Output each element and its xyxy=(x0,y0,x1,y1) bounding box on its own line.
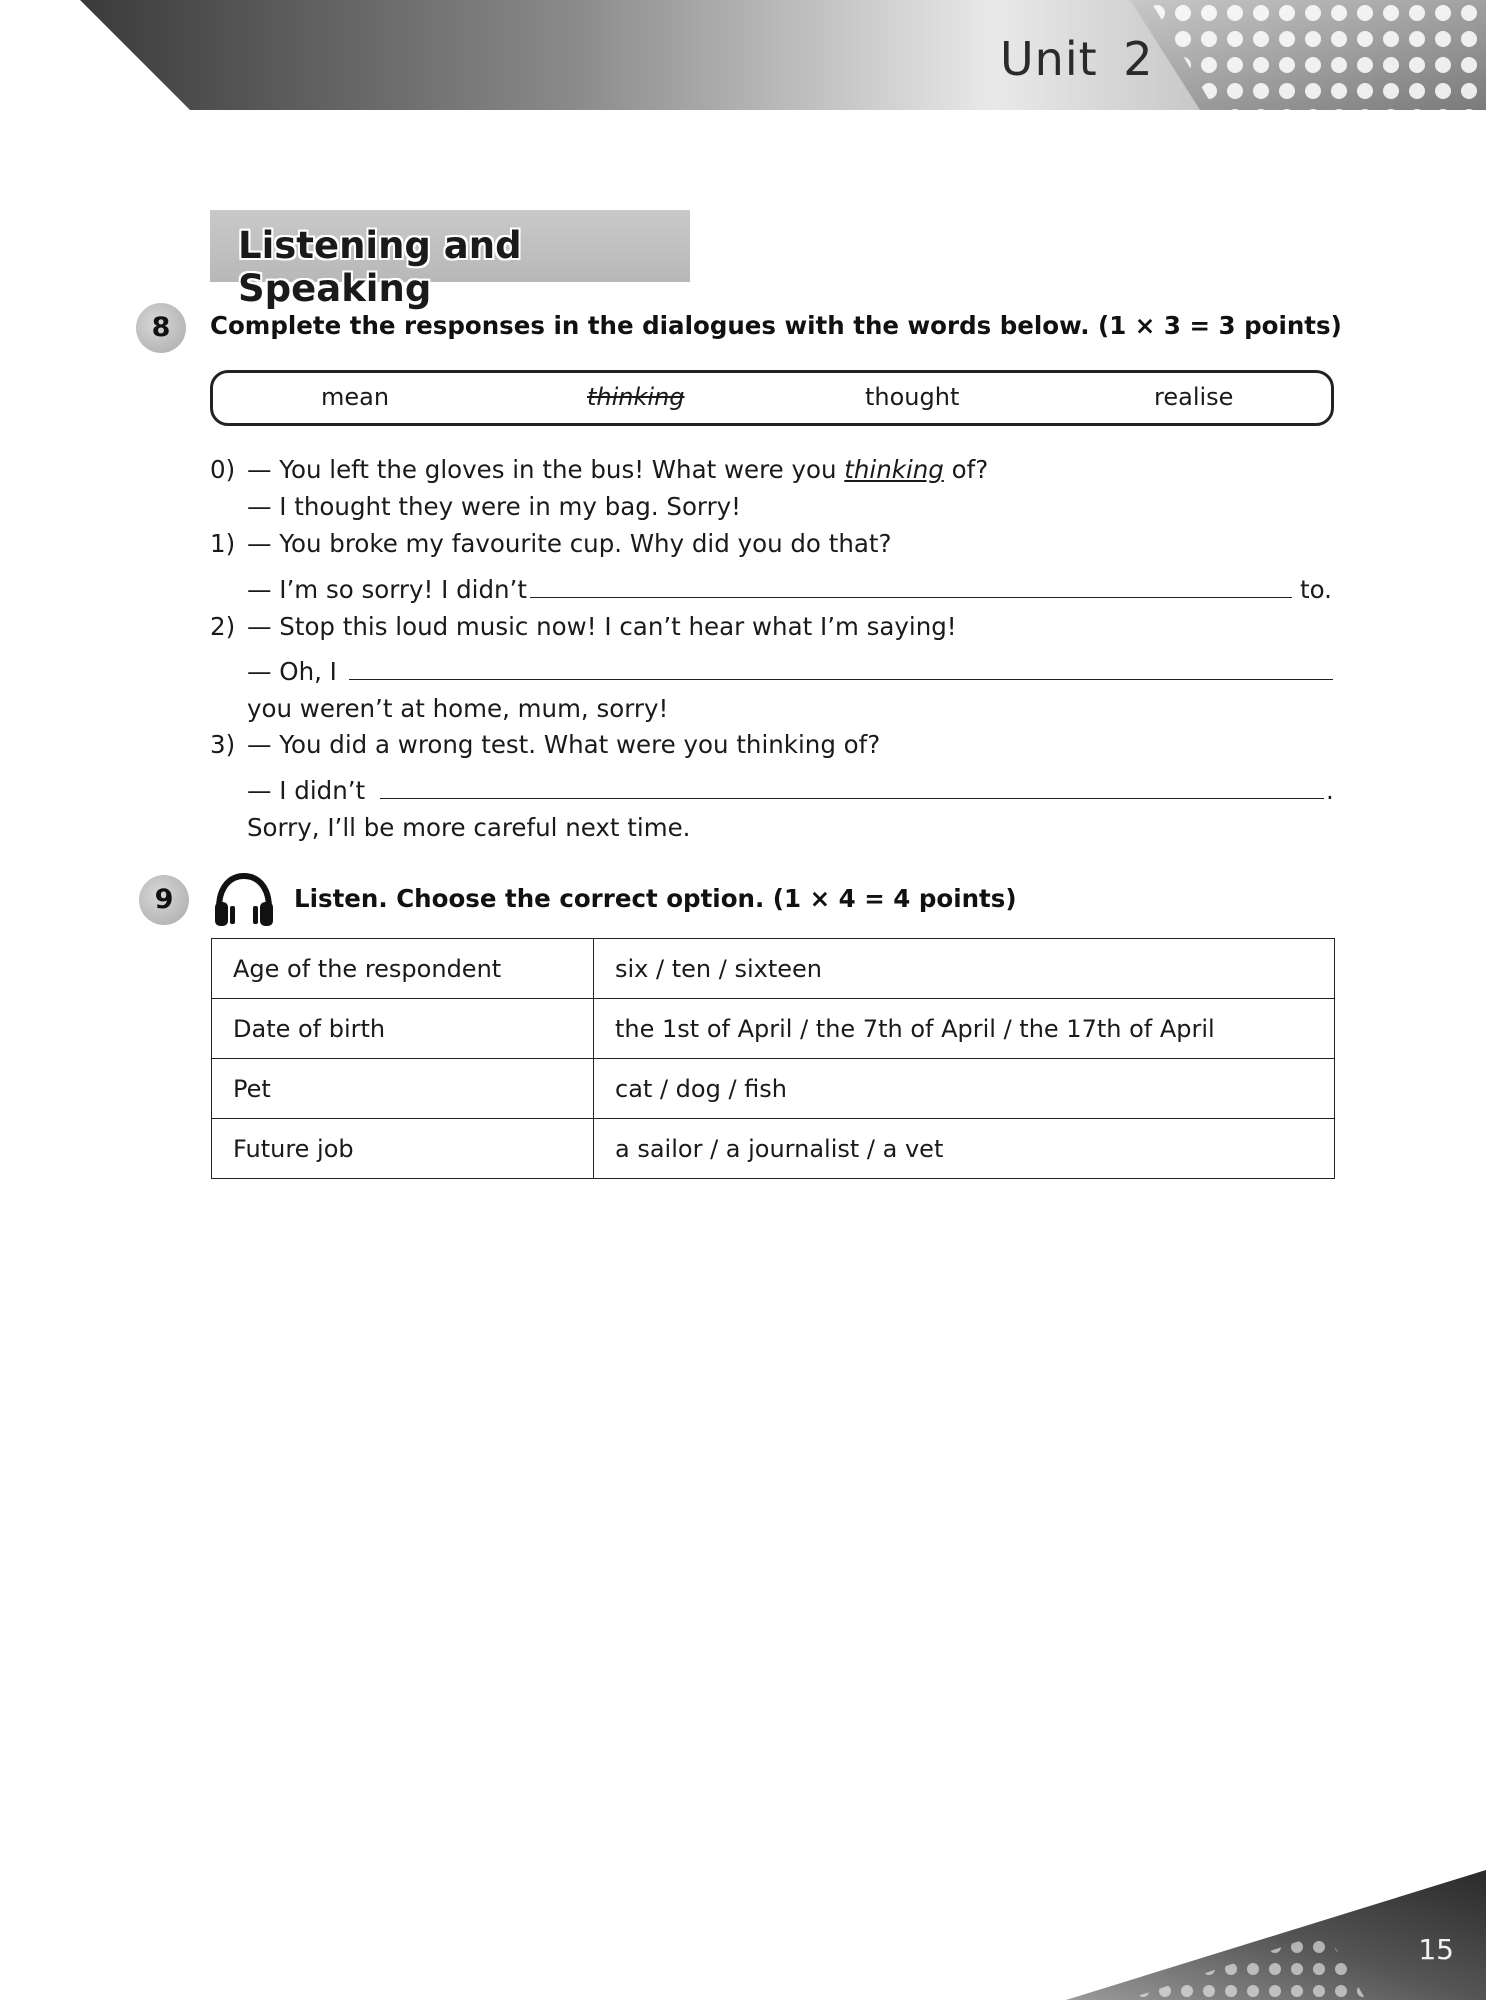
answer-blank[interactable] xyxy=(380,798,1324,799)
dialogue-question: — Stop this loud music now! I can’t hear what I’m saying! xyxy=(247,612,957,641)
table-row xyxy=(212,1119,1335,1179)
answer-blank[interactable] xyxy=(530,597,1292,598)
exercise-9-instruction: Listen. Choose the correct option. (1 × 4 = 4 points) xyxy=(294,884,1017,913)
table-row xyxy=(212,1059,1335,1119)
dialogue-response: — I’m so sorry! I didn’t xyxy=(247,575,527,604)
word-bank xyxy=(210,370,1334,426)
section-heading xyxy=(210,210,690,310)
dialogue-question: — You did a wrong test. What were you thinking of? xyxy=(247,730,881,759)
item-number: 1) xyxy=(210,529,236,558)
row-options[interactable]: six / ten / sixteen xyxy=(594,939,1335,999)
table-row xyxy=(212,939,1335,999)
dialogue-response-end: . xyxy=(1326,776,1334,805)
word-bank-item-used: thinking xyxy=(587,383,685,411)
table-row xyxy=(212,999,1335,1059)
page-number: 15 xyxy=(1418,1933,1454,1966)
dialogue-response: — Oh, I xyxy=(247,657,337,686)
item-number: 3) xyxy=(210,730,236,759)
dialogue-question: — You broke my favourite cup. Why did you do that? xyxy=(247,529,892,558)
dialogue-question xyxy=(247,455,988,484)
row-label: Pet xyxy=(212,1059,594,1119)
question-text-end: of? xyxy=(951,455,989,484)
exercise-8-instruction: Complete the responses in the dialogues with the words below. (1 × 3 = 3 points) xyxy=(210,311,1342,340)
row-label: Date of birth xyxy=(212,999,594,1059)
dialogue-response-end: to. xyxy=(1300,575,1332,604)
answer-blank[interactable] xyxy=(349,679,1333,680)
headphones-icon xyxy=(213,872,275,928)
header-gradient xyxy=(0,0,1486,110)
item-number: 2) xyxy=(210,612,236,641)
dialogue-response-continued: Sorry, I’ll be more careful next time. xyxy=(247,813,691,842)
footer-corner xyxy=(1066,1870,1486,2000)
question-text: — You left the gloves in the bus! What were you xyxy=(247,455,837,484)
options-table xyxy=(211,938,1335,1179)
row-options[interactable]: a sailor / a journalist / a vet xyxy=(594,1119,1335,1179)
section-title: Listening and Speaking xyxy=(238,224,522,310)
row-label: Future job xyxy=(212,1119,594,1179)
row-options[interactable]: the 1st of April / the 7th of April / the 17th of April xyxy=(594,999,1335,1059)
row-options[interactable]: cat / dog / fish xyxy=(594,1059,1335,1119)
row-label: Age of the respondent xyxy=(212,939,594,999)
header-band xyxy=(0,0,1486,110)
exercise-number-badge: 9 xyxy=(139,875,189,925)
unit-title: Unit 2 xyxy=(1000,32,1154,86)
word-bank-item: realise xyxy=(1154,383,1234,411)
word-bank-item: thought xyxy=(865,383,960,411)
example-answer: thinking xyxy=(844,455,944,484)
item-number: 0) xyxy=(210,455,236,484)
word-bank-item: mean xyxy=(321,383,390,411)
dialogue-response: — I didn’t xyxy=(247,776,366,805)
dialogue-response: — I thought they were in my bag. Sorry! xyxy=(247,492,741,521)
exercise-number-badge: 8 xyxy=(136,303,186,353)
dialogue-response-continued: you weren’t at home, mum, sorry! xyxy=(247,694,669,723)
